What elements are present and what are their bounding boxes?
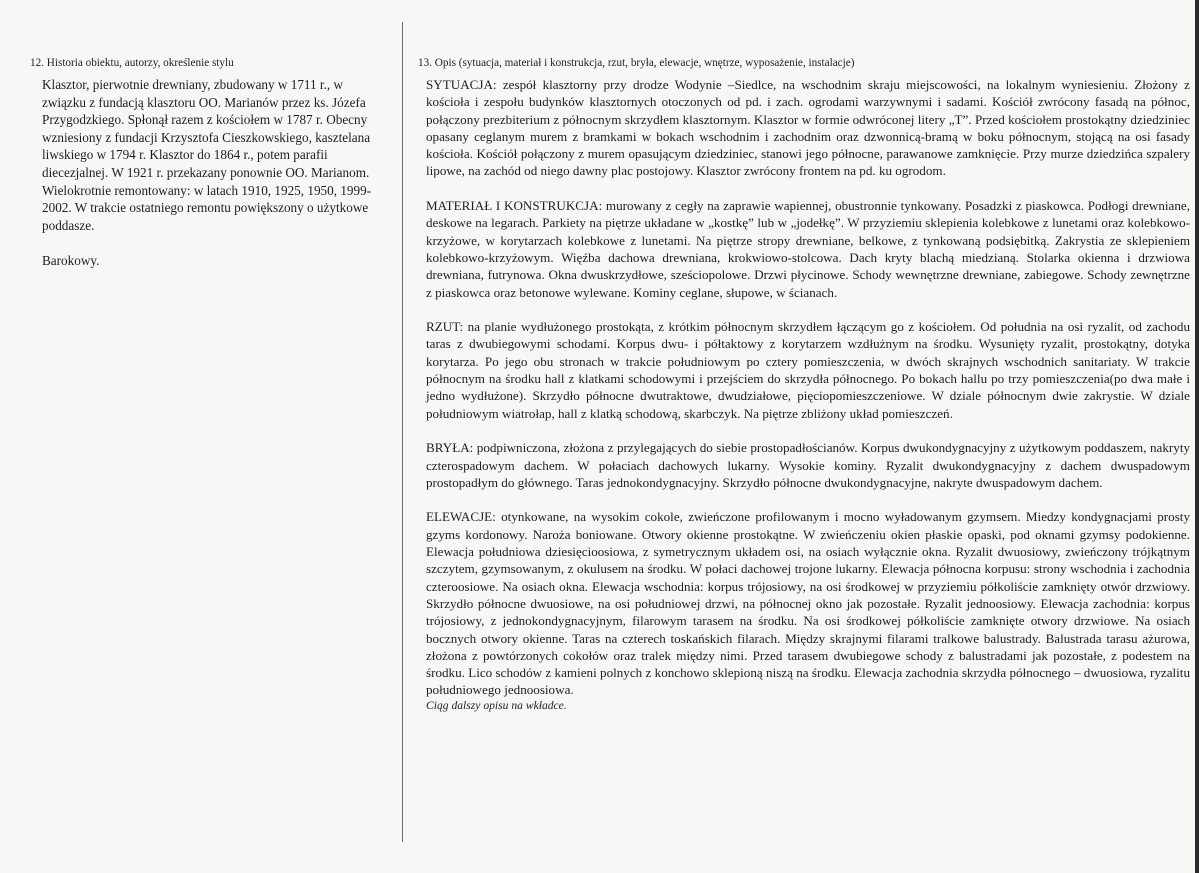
column-divider <box>402 22 403 842</box>
description-heading: 13. Opis (sytuacja, materiał i konstrukcja, rzut, bryła, elewacje, wnętrze, wyposażenie, instalacje) <box>418 57 855 69</box>
sytuacja-paragraph: SYTUACJA: zespół klasztorny przy drodze Wodynie –Siedlce, na wschodnim skraju miejscowości, na lokalnym wyniesieniu. Złożony z kościoła i zespołu budynków klasztornych otoczonych od pd. i zach. ogrodami warzywnymi i sadami. Kościół zwrócony fasadą na północ, połączony prezbiterium z północnym skrzydłem klasztornym. Klasztor w formie odwróconej litery „T”. Przed kościołem prostokątny dziedziniec opasany ceglanym murem z bramkami w bokach wschodnim i zachodnim oraz dzwonnicą-bramą w boku północnym, stojącą na osi fasady kościoła. Kościół połączony z murem opasującym dziedziniec, stanowi jego północne, parawanowe zamknięcie. Przy murze dziedzińca szpalery lipowe, na zachód od niego dawny plac postojowy. Klasztor zwrócony frontem na pd. ku ogrodom. <box>426 77 1190 179</box>
rzut-paragraph: RZUT: na planie wydłużonego prostokąta, z krótkim północnym skrzydłem łączącym go z kościołem. Od południa na osi ryzalit, od zachodu taras z dwubiegowymi schodami. Korpus dwu- i półtaktowy z korytarzem wzdłużnym na środku. Wysunięty ryzalit, prostokątny, dotyka korytarza. Po jego obu stronach w trakcie południowym po cztery pomieszczenia, w dwóch skrajnych wschodnich sanitariaty. W trakcie północnym na środku hall z klatkami schodowymi i przejściem do skrzydła północnego. Po bokach hallu po trzy pomieszczenia(po dwa małe i jedno wydłużone). Skrzydło północne dwutraktowe, dwudziałowe, pięciopomieszczeniowe. W dziale północnym dwie zakrystie. W dziale południowym wiatrołap, hall z klatką schodową, skarbczyk. Na piętrze zbliżony układ pomieszczeń. <box>426 319 1190 421</box>
history-section <box>30 56 390 287</box>
continuation-note: Ciąg dalszy opisu na wkładce. <box>426 698 567 712</box>
history-heading: 12. Historia obiektu, autorzy, określenie stylu <box>30 57 234 69</box>
elewacje-paragraph: ELEWACJE: otynkowane, na wysokim cokole, zwieńczone profilowanym i mocno wyładowanym gzymsem. Miedzy kondygnacjami prosty gzyms kordonowy. Naroża boniowane. Otwory okienne prostokątne. W zwieńczeniu okien płaskie opaski, pod oknami gzymsy podokienne. Elewacja południowa dziesięcioosiowa, z symetrycznym układem osi, na osiach wyłącznie okna. Ryzalit dwuosiowy, zwieńczony trójkątnym szczytem, gzymsowanym, z okulusem na środku. W połaci dachowej trojone lukarny. Elewacja północna korpusu: strony wschodnia i zachodnia czteroosiowe. Na osiach okna. Elewacja wschodnia: korpus trójosiowy, na osi środkowej w przyziemiu półkoliście zamknięty otwór drzwiowy. Skrzydło północne dwuosiowe, na osi południowej drzwi, na północnej okno jak pozostałe. Ryzalit jednoosiowy. Elewacja zachodnia: korpus trójosiowy, z jednokondygnacyjnym, filarowym tarasem na środku. Na osi środkowej półkoliście zamknięte otwory drzwiowe. Na osiach bocznych otwory okienne. Taras na czterech toskańskich filarach. Między skrajnymi filarami tralkowe balustrady. Balustrada tarasu ażurowa, złożona z powtórzonych cokołów oraz tralek między nimi. Przed tarasem dwubiegowe schody z balustradami jak pozostałe, z podestem na środku. Lico schodów z kamieni polnych z konchowo sklepioną niszą na środku. Elewacja zachodnia skrzydła północnego – dwuosiowa, ryzalitu południowego jednoosiowa. <box>426 509 1190 698</box>
bryla-paragraph: BRYŁA: podpiwniczona, złożona z przylegających do siebie prostopadłościanów. Korpus dwukondygnacyjny z użytkowym poddaszem, nakryty czterospadowym dachem. W połaciach dachowych lukarny. Wysokie kominy. Ryzalit dwukondygnacyjny z dachem dwuspadowym prostopadłym do głównego. Taras jednokondygnacyjny. Skrzydło północne dwukondygnacyjne, nakryte dwuspadowym dachem. <box>426 440 1190 490</box>
history-paragraph: Klasztor, pierwotnie drewniany, zbudowany w 1711 r., w związku z fundacją klasztoru OO. Marianów przez ks. Józefa Przygodzkiego. Spłonął razem z kościołem w 1787 r. Obecny wzniesiony z fundacji Krzysztofa Cieszkowskiego, kasztelana liwskiego w 1794 r. Klasztor do 1864 r., potem parafii diecezjalnej. W 1921 r. przekazany ponownie OO. Marianom. Wielokrotnie remontowany: w latach 1910, 1925, 1950, 1999-2002. W trakcie ostatniego remontu powiększony o użytkowe poddasze. <box>42 77 372 233</box>
scan-edge <box>1195 0 1199 873</box>
material-paragraph: MATERIAŁ I KONSTRUKCJA: murowany z cegły na zaprawie wapiennej, obustronnie tynkowany. Posadzki z piaskowca. Podłogi drewniane, deskowe na legarach. Parkiety na piętrze układane w „kostkę” lub w „jodełkę”. W przyziemiu sklepienia kolebkowe z lunetami oraz kolebkowo-krzyżowe, w korytarzach kolebkowe z lunetami. Na piętrze stropy drewniane, belkowe, z tynkowaną podsiębitką. Zakrystia ze sklepieniem kolebkowo-krzyżowym. Więźba dachowa drewniana, krokwiowo-stolcowa. Dach kryty blachą miedzianą. Stolarka okienna i drzwiowa drewniana, futrynowa. Okna dwuskrzydłowe, sześciopolowe. Drzwi płycinowe. Schody wewnętrzne drewniane, zabiegowe. Schody zewnętrzne z piaskowca oraz betonowe wylewane. Kominy ceglane, słupowe, w ścianach. <box>426 198 1190 300</box>
description-section <box>418 56 1190 713</box>
description-body <box>426 76 1190 699</box>
style-paragraph: Barokowy. <box>42 252 100 268</box>
history-body <box>42 76 390 270</box>
